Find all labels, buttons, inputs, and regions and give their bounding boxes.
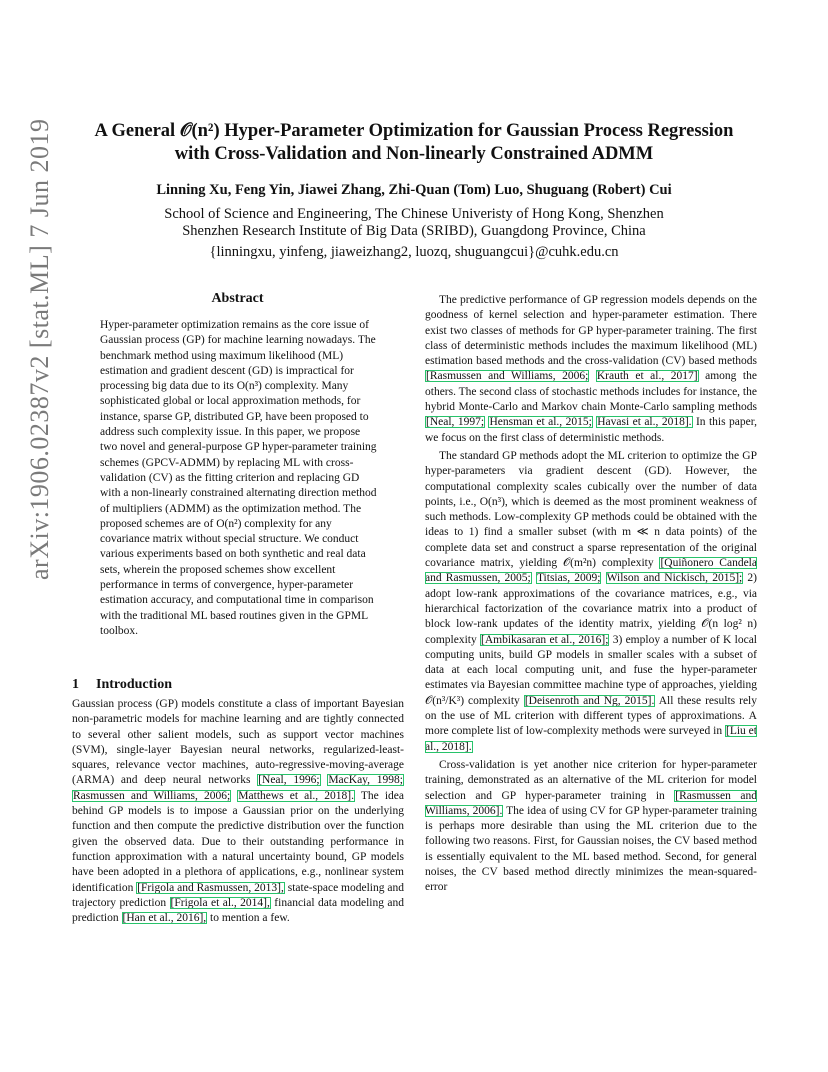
text-run: to mention a few. — [207, 912, 290, 925]
section-heading-introduction — [72, 677, 392, 693]
citation-link[interactable]: [Ambikasaran et al., 2016]; — [481, 633, 609, 646]
paragraph-2 — [425, 449, 757, 755]
citation-link[interactable]: MacKay, 1998; — [328, 774, 404, 787]
citation-link[interactable]: [Liu et al., 2018]. — [425, 725, 757, 753]
citation-link[interactable]: Havasi et al., 2018]. — [597, 416, 692, 429]
citation-link[interactable]: Krauth et al., 2017] — [596, 370, 698, 383]
author-emails: {linningxu, yinfeng, jiaweizhang2, luozq, shuguangcui}@cuhk.edu.cn — [209, 244, 619, 260]
citation-link[interactable]: [Neal, 1997; — [426, 416, 485, 429]
text-run: 2) adopt low-rank approximations of the covariance matrices, e.g., via hierarchical factorization of the covariance matrix into a product of block low-rank updates of the identity matrix, yielding 𝒪(n log² n) complexity — [425, 572, 757, 646]
citation-link[interactable]: [Frigola and Rasmussen, 2013], — [137, 881, 284, 894]
affiliation — [60, 206, 768, 240]
citation-link[interactable]: [Deisenroth and Ng, 2015]. — [524, 694, 655, 707]
abstract-text: Hyper-parameter optimization remains as the core issue of Gaussian process (GP) for machine learning nowadays. The benchmark method using maximum likelihood (ML) estimation and gradient descent (GD) is impractical for processing big data due to its O(n³) complexity. Many sophisticated global or local approximation methods, for instance, sparse GP, distributed GP, have been proposed to address such complexity issue. In this paper, we propose two novel and general-purpose GP hyper-parameter training schemes (GPCV-ADMM) by replacing ML with cross-validation (CV) as the fitting criterion and replacing GD with a non-linearly constrained alternating direction method of multipliers (ADMM) as the optimization method. The proposed schemes are of O(n²) complexity for any covariance matrix without special structure. We conduct various experiments based on both synthetic and real data sets, wherein the proposed schemes show excellent performance in terms of convergence, hyper-parameter estimation accuracy, and computational time in comparison with the traditional ML based routines given in the GPML toolbox. — [100, 319, 377, 637]
text-run: among the others. The second class of stochastic methods includes for instance, the hybrid Monte-Carlo and Markov chain Monte-Carlo sampling methods — [425, 370, 757, 414]
text-run: All these results rely on the use of ML criterion with different types of approximations. A more complete list of low-complexity methods were surveyed in — [425, 694, 758, 738]
paper-title — [60, 120, 768, 166]
citation-link[interactable]: [Rasmussen and Williams, 2006]. — [425, 789, 757, 817]
section-title: Introduction — [96, 677, 172, 692]
text-run: The standard GP methods adopt the ML criterion to optimize the GP hyper-parameters via gradient descent (GD). However, the computational complexity scales cubically over the number of data points, i.e., O(n³), which is deemed as the most prominent weakness of such methods. Low-complexity GP methods could be obtained with the ideas to 1) find a smaller subset (with m ≪ n data points) of the complete data set and construct a sparse representation of the original covariance matrix, yielding 𝒪(m²n) complexity — [425, 449, 757, 570]
paragraph-1 — [425, 293, 757, 446]
text-run: The predictive performance of GP regression models depends on the goodness of kernel selection and hyper-parameter estimation. There exist two classes of methods for GP hyper-parameter training. The first class of deterministic methods includes the maximum likelihood (ML) estimation based methods and the cross-validation (CV) based methods — [425, 294, 757, 368]
text-run: Gaussian process (GP) models constitute a class of important Bayesian non-parametric models for machine learning and are tightly connected to several other salient models, such as support vector machines (SVM), single-layer Bayesian neural networks, regularized-least-squares, relevance vector machines, auto-regressive-moving-average (ARMA) and deep neural networks — [72, 698, 404, 787]
citation-link[interactable]: [Rasmussen and Williams, 2006; — [426, 370, 589, 383]
text-run: The idea behind GP models is to impose a Gaussian prior on the underlying function and then compute the predictive distribution over the function given the observed data. Due to their outstanding performance in function approximation with a natural uncertainty bound, GP models have been adopted in a plethora of applications, e.g., nonlinear system identification — [72, 789, 404, 894]
citation-link[interactable]: Wilson and Nickisch, 2015]; — [606, 572, 743, 585]
section-number: 1 — [72, 677, 79, 692]
citation-link[interactable]: [Quiñonero Candela and Rasmussen, 2005; — [425, 557, 757, 585]
citation-link[interactable]: Matthews et al., 2018]. — [238, 789, 354, 802]
affiliation-line-1: School of Science and Engineering, The Chinese Univeristy of Hong Kong, Shenzhen — [164, 206, 664, 222]
text-run: Cross-validation is yet another nice criterion for hyper-parameter training, demonstrated as an alternative of the ML criterion for model selection and GP hyper-parameter training in — [425, 758, 757, 802]
author-list: Linning Xu, Feng Yin, Jiawei Zhang, Zhi-Quan (Tom) Luo, Shuguang (Robert) Cui — [156, 182, 672, 198]
text-run: In this paper, we focus on the first class of deterministic methods. — [425, 416, 757, 444]
intro-paragraph — [72, 697, 404, 926]
affiliation-line-2: Shenzhen Research Institute of Big Data (SRIBD), Guangdong Province, China — [182, 223, 646, 239]
citation-link[interactable]: [Han et al., 2016], — [122, 912, 207, 925]
text-run: The idea of using CV for GP hyper-parameter training is perhaps more desirable than using the ML criterion due to the following two reasons. First, for Gaussian noises, the CV based method is essentially equivalent to the ML based method. Second, for general noises, the CV based method directly minimizes the mean-squared-error — [425, 804, 758, 894]
arxiv-identifier: arXiv:1906.02387v2 [stat.ML] 7 Jun 2019 — [25, 118, 54, 580]
text-run: state-space modeling and trajectory prediction — [72, 881, 404, 909]
citation-link[interactable]: [Frigola et al., 2014], — [170, 896, 270, 909]
text-run: financial data modeling and prediction — [72, 896, 404, 925]
title-line-1: A General 𝒪(n²) Hyper-Parameter Optimization for Gaussian Process Regression — [94, 121, 734, 141]
title-line-2: with Cross-Validation and Non-linearly Constrained ADMM — [174, 144, 654, 164]
right-column-body — [425, 293, 757, 899]
citation-link[interactable]: Rasmussen and Williams, 2006; — [73, 789, 231, 802]
abstract-heading: Abstract — [211, 291, 264, 306]
citation-link[interactable]: Titsias, 2009; — [536, 572, 601, 585]
text-run: 3) employ a number of K local computing units, build GP models in smaller scales with a subset of data at each local computing unit, and fuse the hyper-parameter estimates via Bayesian committee machine type of approaches, yielding 𝒪(n³/K³) complexity — [425, 633, 757, 707]
paragraph-3 — [425, 758, 757, 896]
citation-link[interactable]: [Neal, 1996; — [258, 774, 320, 787]
abstract-body — [100, 318, 378, 639]
introduction-body — [72, 697, 404, 926]
citation-link[interactable]: Hensman et al., 2015; — [489, 416, 592, 429]
